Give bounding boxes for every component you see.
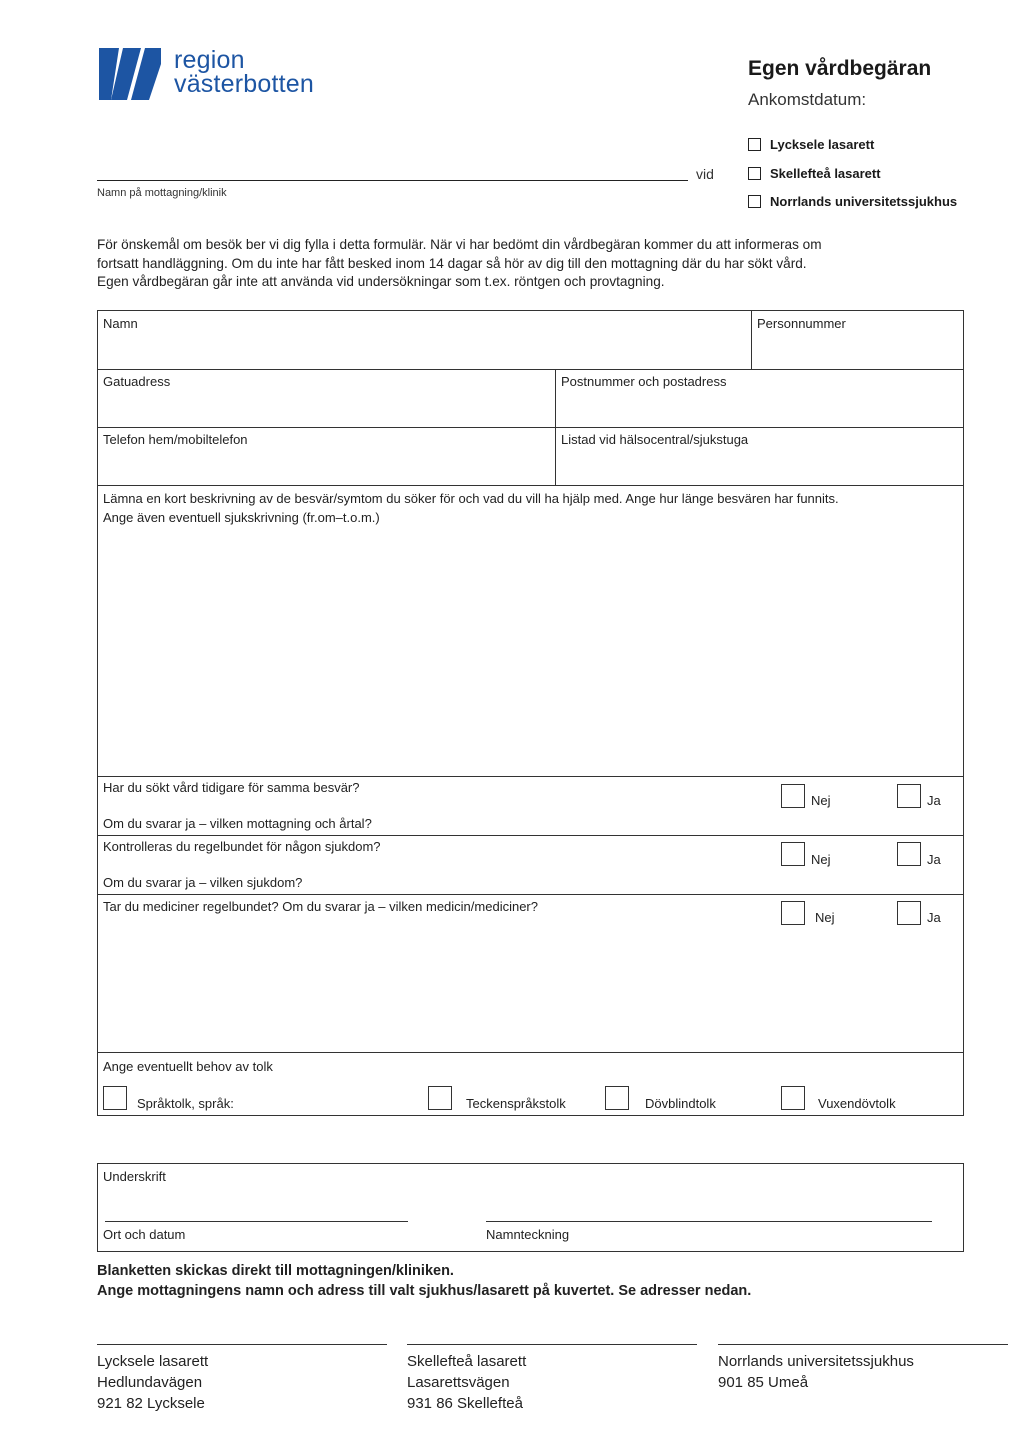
sign-language-label: Teckenspråkstolk (466, 1096, 566, 1111)
address-street: Lasarettsvägen (407, 1374, 510, 1391)
intro-text (97, 236, 937, 292)
sign-language-checkbox[interactable] (428, 1086, 452, 1110)
address-name: Lycksele lasarett (97, 1353, 209, 1370)
question-previous-care: Har du sökt vård tidigare för samma besvär? (103, 780, 360, 795)
logo-line-1: region (174, 46, 245, 74)
send-note-line-1: Blanketten skickas direkt till mottagningen/kliniken. (97, 1263, 454, 1279)
question-regular-checkups: Kontrolleras du regelbundet för någon sjukdom? (103, 839, 381, 854)
address-skelleftea (407, 1351, 526, 1414)
yes-label: Ja (927, 793, 941, 808)
address-city: 901 85 Umeå (718, 1374, 809, 1391)
deafblind-label: Dövblindtolk (645, 1096, 716, 1111)
previous-care-no-checkbox[interactable] (781, 784, 805, 808)
no-label: Nej (811, 793, 831, 808)
postal-address-label: Postnummer och postadress (561, 374, 727, 389)
arrival-date-label: Ankomstdatum: (748, 90, 867, 109)
sign-language-spoken-checkbox[interactable] (103, 1086, 127, 1110)
address-divider (718, 1344, 1008, 1345)
region-vasterbotten-logo-icon (97, 46, 161, 102)
place-date-field[interactable] (105, 1221, 408, 1222)
yes-label: Ja (927, 910, 941, 925)
adult-deaf-checkbox[interactable] (781, 1086, 805, 1110)
hospital-option-skelleftea[interactable] (748, 166, 881, 181)
previous-care-yes-checkbox[interactable] (897, 784, 921, 808)
clinic-name-field[interactable] (97, 180, 688, 181)
yes-label: Ja (927, 852, 941, 867)
adult-deaf-label: Vuxendövtolk (818, 1096, 896, 1111)
street-address-label: Gatuadress (103, 374, 171, 389)
deafblind-checkbox[interactable] (605, 1086, 629, 1110)
address-divider (97, 1344, 387, 1345)
question-medications: Tar du mediciner regelbundet? Om du svarar ja – vilken medicin/mediciner? (103, 899, 538, 914)
checkups-yes-checkbox[interactable] (897, 842, 921, 866)
address-nus (718, 1351, 914, 1393)
phone-label: Telefon hem/mobiltelefon (103, 432, 248, 447)
spoken-interpreter-label: Språktolk, språk: (137, 1096, 234, 1111)
row-divider (98, 835, 963, 836)
listed-health-center-label: Listad vid hälsocentral/sjukstuga (561, 432, 749, 447)
address-city: 921 82 Lycksele (97, 1395, 205, 1412)
send-instructions (97, 1261, 751, 1301)
hospital-label: Skellefteå lasarett (770, 166, 881, 181)
medications-no-checkbox[interactable] (781, 901, 805, 925)
row-divider (98, 1052, 963, 1053)
description-field[interactable] (98, 486, 963, 776)
checkbox-icon[interactable] (748, 167, 761, 180)
signature-title: Underskrift (103, 1169, 166, 1184)
name-field[interactable] (98, 311, 751, 369)
description-line-1: Lämna en kort beskrivning av de besvär/symtom du söker för och vad du vill ha hjälp med. Ange hur länge besvären har funnits. (103, 491, 839, 506)
address-lycksele (97, 1351, 208, 1414)
name-label: Namn (103, 316, 138, 331)
vid-label: vid (696, 166, 714, 182)
no-label: Nej (811, 852, 831, 867)
checkbox-icon[interactable] (748, 195, 761, 208)
medications-field[interactable] (98, 921, 758, 1051)
address-name: Skellefteå lasarett (407, 1353, 527, 1370)
clinic-name-label: Namn på mottagning/klinik (97, 187, 227, 199)
address-divider (407, 1344, 697, 1345)
row-divider (98, 894, 963, 895)
logo-wordmark (174, 48, 314, 96)
hospital-option-nus[interactable] (748, 194, 957, 209)
send-note-line-2: Ange mottagningens namn och adress till valt sjukhus/lasarett på kuvertet. Se adresser nedan. (97, 1283, 752, 1299)
signature-section (97, 1163, 964, 1252)
interpreter-label: Ange eventuellt behov av tolk (103, 1059, 273, 1074)
document-title: Egen vårdbegäran (748, 57, 932, 80)
description-label (103, 489, 839, 527)
intro-line-3: Egen vårdbegäran går inte att använda vid undersökningar som t.ex. röntgen och provtagning. (97, 274, 665, 289)
address-city: 931 86 Skellefteå (407, 1395, 523, 1412)
intro-line-1: För önskemål om besök ber vi dig fylla i detta formulär. När vi har bedömt din vårdbegäran kommer du att informeras om (97, 237, 822, 252)
care-request-form (97, 310, 964, 1116)
signature-label: Namnteckning (486, 1227, 570, 1242)
question-regular-checkups-followup: Om du svarar ja – vilken sjukdom? (103, 875, 303, 890)
checkbox-icon[interactable] (748, 138, 761, 151)
intro-line-2: fortsatt handläggning. Om du inte har fått besked inom 14 dagar så hör av dig till den mottagning där du har sökt vård. (97, 255, 807, 271)
address-street: Hedlundavägen (97, 1374, 203, 1391)
address-name: Norrlands universitetssjukhus (718, 1353, 914, 1370)
hospital-label: Norrlands universitetssjukhus (770, 194, 958, 209)
hospital-option-lycksele[interactable] (748, 137, 874, 152)
signature-field[interactable] (486, 1221, 932, 1222)
question-previous-care-followup: Om du svarar ja – vilken mottagning och årtal? (103, 816, 372, 831)
medications-yes-checkbox[interactable] (897, 901, 921, 925)
checkups-no-checkbox[interactable] (781, 842, 805, 866)
row-divider (98, 776, 963, 777)
hospital-label: Lycksele lasarett (770, 137, 875, 152)
place-date-label: Ort och datum (103, 1227, 186, 1242)
personnummer-label: Personnummer (757, 316, 846, 331)
no-label: Nej (815, 910, 835, 925)
description-line-2: Ange även eventuell sjukskrivning (fr.om–t.o.m.) (103, 510, 380, 525)
logo-line-2: västerbotten (174, 70, 314, 98)
